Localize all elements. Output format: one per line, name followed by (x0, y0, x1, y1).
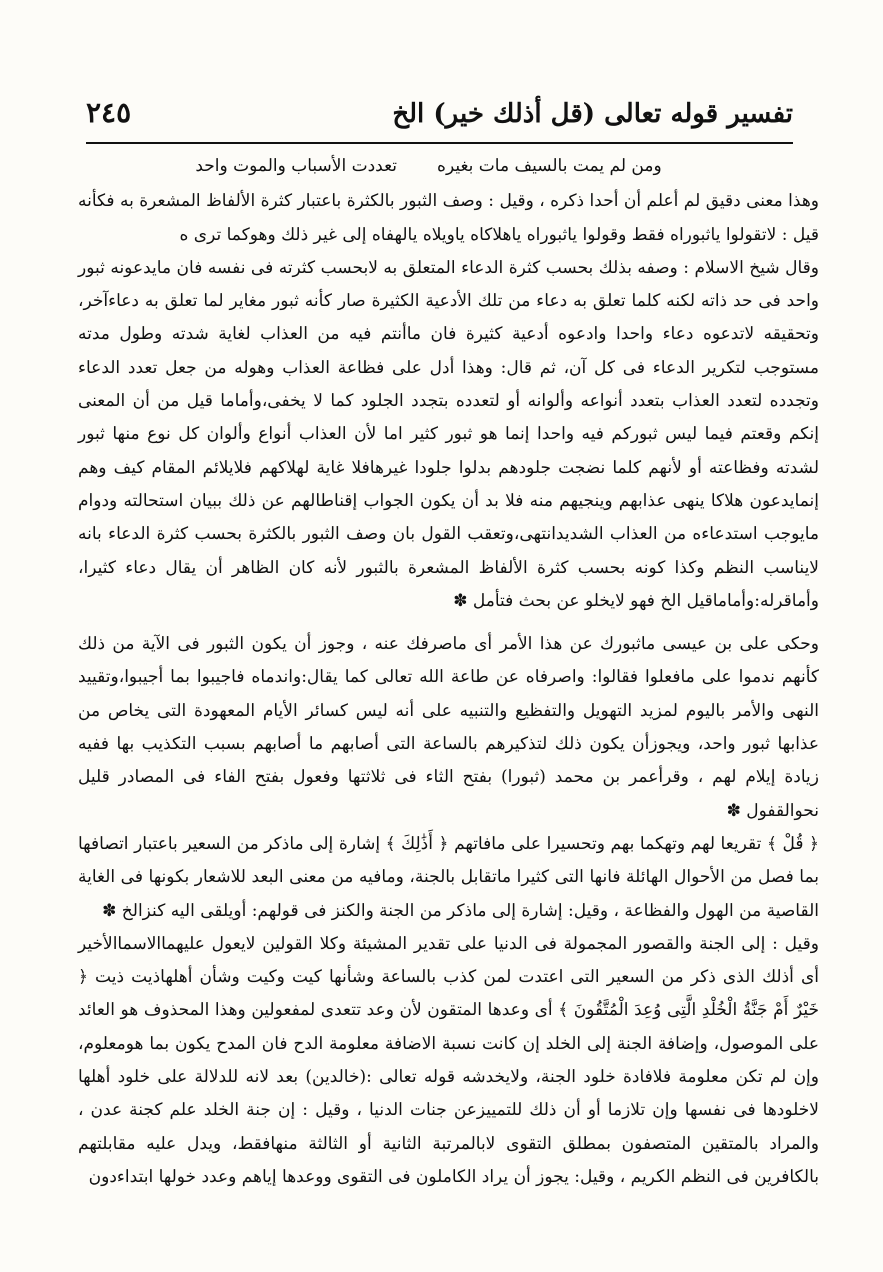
paragraph-5: وقيل : إلى الجنة والقصور المجمولة فى الدنيا على تقدير المشيئة وكلا القولين لايعول عليهماالاسماالأخير أى أذلك الذى ذكر من السعير التى اعتدت لمن كذب بالساعة وشأنها كيت وكيت وشأن أهلهاذيت ذيت ﴿ خَيْرٌ أَمْ جَنَّةُ الْخُلْدِ الَّتِى وُعِدَ الْمُتَّقُونَ ﴾ أى وعدها المتقون لأن وعد تتعدى لمفعولين وهذا المحذوف هو العائد على الموصول، وإضافة الجنة إلى الخلد إن كانت نسبة الاضافة معلومة الدح فان المدح يكون بما هومعلوم، وإن لم تكن معلومة فلافادة خلود الجنة، ولايخدشه قوله تعالى :(خالدين) بعد لانه للدلالة على خلود أهلها لاخلودها فى نفسها وإن تلازما أو أن ذلك للتمييزعن جنات الدنيا ، وقيل : إن جنة الخلد علم كجنة عدن ، والمراد بالمتقين المتصفون بمطلق التقوى لابالمرتبة الثانية أو الثالثة منهافقط، ويدل عليه مقابلتهم بالكافرين فى النظم الكريم ، وقيل: يجوز أن يراد الكاملون فى التقوى ووعدها إياهم وعدد خولها ابتداءدون (78, 933, 819, 1187)
running-title: تفسير قوله تعالى (قل أذلك خير) الخ (392, 99, 793, 129)
page-body (78, 150, 819, 1194)
paragraph-4: ﴿ قُلْ ﴾ تقريعا لهم وتهكما بهم وتحسيرا على مافاتهم ﴿ أَذَٰلِكَ ﴾ إشارة إلى ماذكر من السعير باعتبار اتصافها بما فصل من الأحوال الهائلة فانها التى كثيرا ماتقابل بالجنة، ومافيه من معنى البعد للاشعار بكونها فى الغاية القاصية من الهول والفظاعة ، وقيل: إشارة إلى ماذكر من الجنة والكنز فى قولهم: أويلقى اليه كنزالخ ✽ (78, 833, 819, 921)
paragraph-1: وهذا معنى دقيق لم أعلم أن أحدا ذكره ، وقيل : وصف الثبور بالكثرة باعتبار كثرة الألفاظ المشعرة به فكأنه قيل : لاتقولوا ياثبوراه فقط وقولوا ياثبوراه ياهلاكاه ياويلاه يالهفاه إلى غير ذلك وهوكما ترى ه (78, 191, 819, 245)
page-number: ٢٤٥ (86, 96, 132, 129)
verse-hemistich-1: ومن لم يمت بالسيف مات بغيره (437, 156, 662, 176)
paragraph-2: وقال شيخ الاسلام : وصفه بذلك بحسب كثرة الدعاء المتعلق به لابحسب كثرته فى نفسه فان مايدعونه ثبور واحد فى حد ذاته لكنه كلما تعلق به دعاء من تلك الأدعية الكثيرة صار كأنه ثبور مغاير لما تعلق به دعاءآخر، وتحقيقه لاتدعوه دعاء واحدا وادعوه أدعية كثيرة فان ماأنتم فيه من العذاب لغاية شدته وطول مدته مستوجب لتكرير الدعاء فى كل آن، ثم قال: وهذا أدل على فظاعة العذاب وهوله من جعل تعدد الدعاء وتجدده لتعدد العذاب بتعدد أنواعه وألوانه أو لتعدده بتجدد الجلود كما لا يخفى،وأماما قيل من أن المعنى إنكم وقعتم فيما ليس ثبوركم فيه واحدا إنما هو ثبور كثير اما لأن العذاب أنواع وألوان كل نوع منها ثبور لشدته وفظاعته أو لأنهم كلما نضجت جلودهم بدلوا جلودا غيرهافلا غاية لهلاكهم فلايلائم المقام كيف وهم إنمايدعون هلاكا ينهى عذابهم وينجيهم منه فلا بد أن يكون الجواب إقناطالهم عن ذلك ببيان استحالته ودوام مايوجب استدعاءه من العذاب الشديدانتهى،وتعقب القول بان وصف الثبور بالكثرة بحسب كثرة الدعاء بانه لايناسب النظم وكذا كونه بحسب كثرة الألفاظ المشعرة بالثبور لأنه كان الظاهر أن يقال دعاء كثيرا، وأماقرله:وأماماقيل الخ فهو لايخلو عن بحث فتأمل ✽ (78, 257, 819, 611)
poetry-verse (78, 150, 779, 183)
verse-hemistich-2: تعددت الأسباب والموت واحد (195, 156, 398, 176)
header-rule (86, 142, 793, 144)
paragraph-3: وحكى على بن عيسى ماثبورك عن هذا الأمر أى ماصرفك عنه ، وجوز أن يكون الثبور فى الآية من ذلك كأنهم ندموا على مافعلوا فقالوا: واصرفاه عن طاعة الله تعالى كما يقال:واندماه فاجيبوا بما أجيبوا،وتقييد النهى والأمر باليوم لمزيد التهويل والتفظيع والتنبيه على أنه ليس كسائر الأيام المعهودة التى يخاص من عذابها ثبور واحد، ويجوزأن يكون ذلك لتذكيرهم بالساعة التى أصابهم ما أصابهم بسبب التكذيب بها ففيه زيادة إيلام لهم ، وقرأعمر بن محمد (ثبورا) بفتح الثاء فى ثلاثتها وفعول بفتح الفاء فى المصادر قليل نحوالقفول ✽ (78, 634, 819, 821)
running-header (86, 96, 793, 133)
